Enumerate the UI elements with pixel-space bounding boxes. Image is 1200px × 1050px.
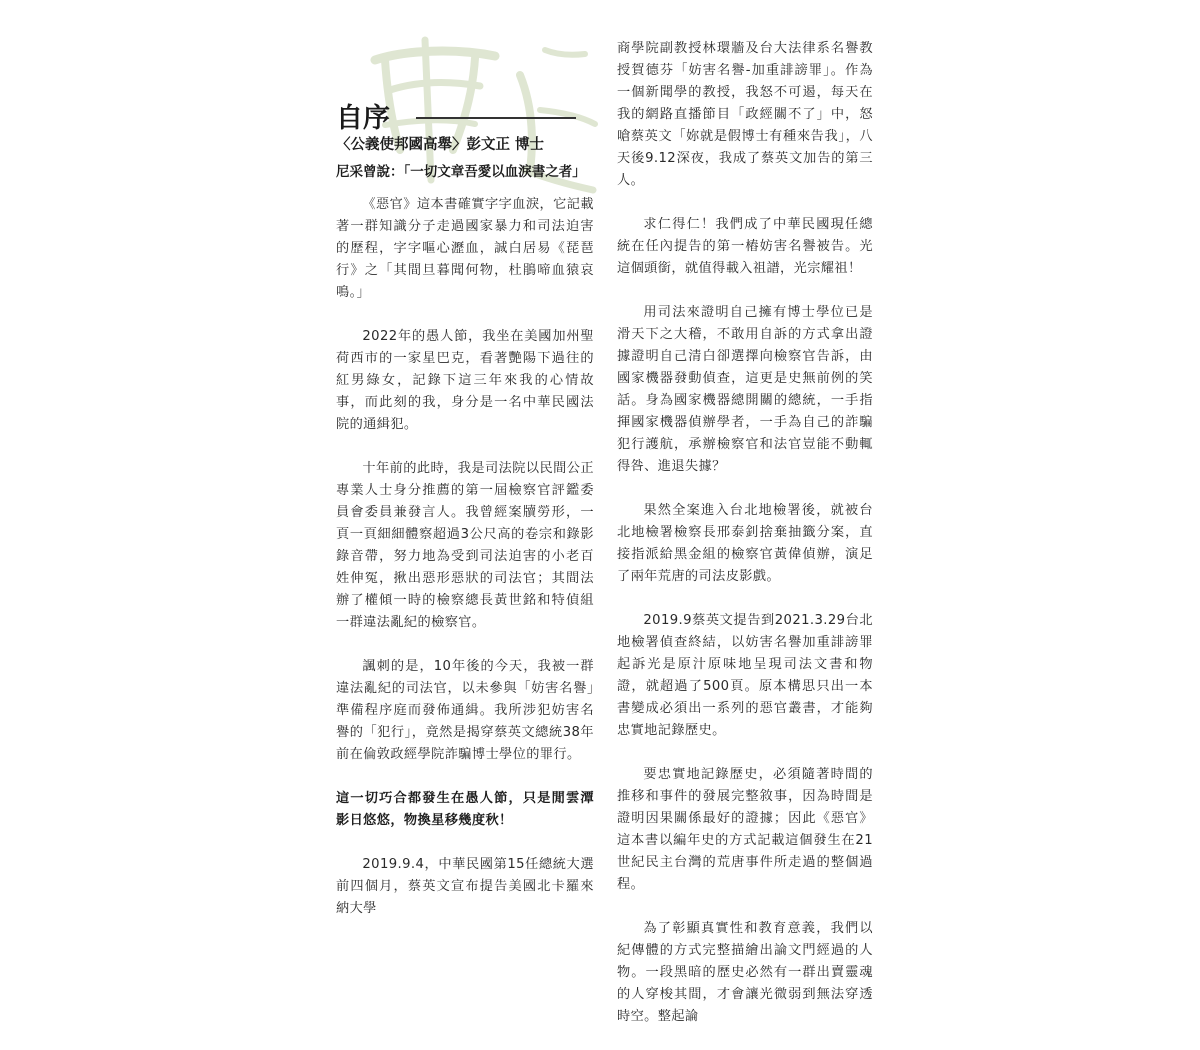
title-row	[336, 92, 596, 132]
left-column	[336, 194, 594, 942]
emphasis-paragraph: 這一切巧合都發生在愚人節，只是閒雲潭影日悠悠，物換星移幾度秋！	[336, 791, 594, 828]
author-line: 〈公義使邦國高舉〉彭文正 博士	[336, 136, 545, 153]
paragraph: 果然全案進入台北地檢署後，就被台北地檢署檢察長邢泰釗捨棄抽籤分案，直接指派給黑金組的檢察官黃偉偵辦，演足了兩年荒唐的司法皮影戲。	[617, 503, 873, 584]
paragraph: 要忠實地記錄歷史，必須隨著時間的推移和事件的發展完整敘事，因為時間是證明因果關係最好的證據；因此《惡官》這本書以編年史的方式記載這個發生在21世紀民主台灣的荒唐事件所走過的整個過程。	[617, 767, 873, 892]
paragraph: 《惡官》這本書確實字字血淚，它記載著一群知識分子走過國家暴力和司法迫害的歷程，字字嘔心瀝血，誠白居易《琵琶行》之「其間旦暮聞何物，杜鵑啼血猿哀鳴。」	[336, 197, 594, 300]
paragraph: 用司法來證明自己擁有博士學位已是滑天下之大稽，不敢用自訴的方式拿出證據證明自己清白卻選擇向檢察官告訴，由國家機器發動偵查，這更是史無前例的笑話。身為國家機器總開關的總統，一手指揮國家機器偵辦學者，一手為自己的詐騙犯行護航，承辦檢察官和法官豈能不動輒得咎、進退失據？	[617, 305, 873, 474]
epigraph-quote: 尼采曾說：「一切文章吾愛以血淚書之者」	[336, 164, 586, 180]
right-column	[617, 38, 873, 1050]
paragraph: 2022年的愚人節，我坐在美國加州聖荷西市的一家星巴克，看著艷陽下過往的紅男綠女，記錄下這三年來我的心情故事，而此刻的我，身分是一名中華民國法院的通緝犯。	[336, 329, 594, 432]
paragraph: 2019.9.4，中華民國第15任總統大選前四個月，蔡英文宣布提告美國北卡羅來納大學	[336, 857, 594, 916]
paragraph: 十年前的此時，我是司法院以民間公正專業人士身分推薦的第一屆檢察官評鑑委員會委員兼發言人。我曾經案牘勞形，一頁一頁細細體察超過3公尺高的卷宗和錄影錄音帶，努力地為受到司法迫害的小老百姓伸冤，揪出惡形惡狀的司法官；其間法辦了權傾一時的檢察總長黃世銘和特偵組一群違法亂紀的檢察官。	[336, 461, 594, 630]
paragraph-continued: 商學院副教授林環牆及台大法律系名譽教授賀德芬「妨害名譽-加重誹謗罪」。作為一個新聞學的教授，我怒不可遏，每天在我的網路直播節目「政經關不了」中，怒嗆蔡英文「妳就是假博士有種來告我」，八天後9.12深夜，我成了蔡英文加告的第三人。	[617, 41, 873, 188]
page-title: 自序	[336, 103, 390, 134]
paragraph: 2019.9蔡英文提告到2021.3.29台北地檢署偵查終結，以妨害名譽加重誹謗罪起訴光是原汁原味地呈現司法文書和物證，就超過了500頁。原本構思只出一本書變成必須出一系列的惡官叢書，才能夠忠實地記錄歷史。	[617, 613, 873, 738]
paragraph: 求仁得仁！我們成了中華民國現任總統在任內提告的第一樁妨害名譽被告。光這個頭銜，就值得載入祖譜，光宗耀祖！	[617, 217, 873, 276]
paragraph: 為了彰顯真實性和教育意義，我們以紀傳體的方式完整描繪出論文門經過的人物。一段黑暗的歷史必然有一群出賣靈魂的人穿梭其間，才會讓光微弱到無法穿透時空。整起論	[617, 921, 873, 1024]
title-rule	[416, 117, 576, 119]
paragraph: 諷刺的是，10年後的今天，我被一群違法亂紀的司法官，以未參與「妨害名譽」準備程序庭而發佈通緝。我所涉犯妨害名譽的「犯行」，竟然是揭穿蔡英文總統38年前在倫敦政經學院詐騙博士學位的罪行。	[336, 659, 594, 762]
